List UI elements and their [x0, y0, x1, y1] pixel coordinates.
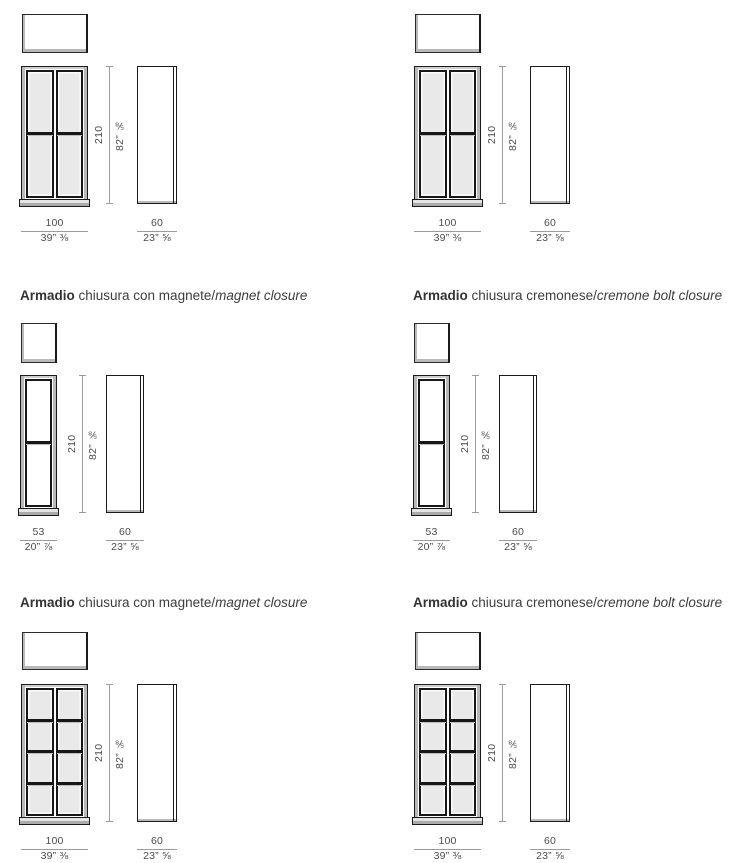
door-rail — [57, 132, 83, 135]
top-view — [21, 323, 57, 363]
caption-magnet-closure — [20, 288, 307, 304]
depth-inch-label: 23” ⅝ — [504, 541, 532, 553]
width-inch-label: 20” ⅞ — [24, 541, 53, 553]
plinth — [19, 199, 90, 207]
plinth — [18, 508, 59, 516]
plinth — [19, 817, 90, 825]
width-dimension — [21, 218, 88, 244]
door-area — [418, 379, 445, 507]
door-area — [26, 70, 83, 198]
top-view — [22, 14, 88, 53]
figure-armadio-2door-4panel-magnet — [20, 626, 220, 863]
door-rail — [57, 750, 83, 753]
height-cm-label: 210 — [66, 434, 78, 454]
wardrobe-door-left — [26, 688, 54, 816]
height-cm-label: 210 — [486, 743, 498, 763]
plinth — [412, 199, 483, 207]
door-rail — [27, 782, 53, 785]
top-view — [22, 632, 88, 670]
depth-inch-label: 23” ⅝ — [143, 232, 171, 244]
wardrobe-door-right — [56, 70, 84, 198]
wardrobe-door — [25, 379, 52, 507]
caption-product-name: Armadio — [413, 595, 468, 610]
side-view — [137, 66, 177, 204]
dim-tick — [106, 684, 113, 685]
depth-cm-label: 60 — [511, 526, 525, 538]
height-cm-label: 210 — [93, 743, 105, 763]
caption-italian-text: chiusura con magnete/ — [74, 595, 216, 610]
height-inch-label: 82” ⅝ — [114, 737, 126, 769]
dim-tick — [499, 821, 506, 822]
side-view — [530, 684, 570, 822]
door-area — [419, 70, 476, 198]
side-view — [530, 66, 570, 204]
top-view — [415, 14, 481, 53]
width-dimension — [20, 527, 57, 553]
side-door-edge — [533, 376, 535, 512]
door-rail — [420, 750, 446, 753]
width-cm-label: 100 — [45, 217, 64, 229]
caption-cremone-closure — [413, 288, 722, 304]
front-view — [414, 66, 481, 200]
door-rail — [57, 782, 83, 785]
figure-armadio-1door-magnet — [20, 317, 220, 569]
dim-tick — [106, 821, 113, 822]
width-cm-label: 53 — [32, 526, 45, 538]
dim-tick — [79, 375, 86, 376]
caption-italian-text: chiusura cremonese/ — [467, 595, 597, 610]
height-cm-label: 210 — [93, 125, 105, 145]
door-rail — [420, 132, 446, 135]
door-rail — [420, 719, 446, 722]
height-inch-label: 82” ⅝ — [507, 119, 519, 151]
wardrobe-door — [418, 379, 445, 507]
dim-tick — [79, 512, 86, 513]
caption-english-text: magnet closure — [215, 288, 308, 303]
door-rail — [57, 719, 83, 722]
dim-tick — [499, 66, 506, 67]
caption-product-name: Armadio — [20, 595, 75, 610]
figure-armadio-2door-2panel-magnet — [20, 8, 220, 260]
door-rail — [27, 719, 53, 722]
caption-english-text: cremone bolt closure — [596, 288, 723, 303]
caption-italian-text: chiusura con magnete/ — [74, 288, 216, 303]
caption-product-name: Armadio — [413, 288, 468, 303]
wardrobe-door-right — [56, 688, 84, 816]
caption-product-name: Armadio — [20, 288, 75, 303]
wardrobe-door-left — [26, 70, 54, 198]
width-inch-label: 39” ⅜ — [433, 850, 462, 862]
depth-cm-label: 60 — [150, 835, 164, 847]
front-view — [20, 375, 57, 509]
dim-tick — [106, 203, 113, 204]
depth-cm-label: 60 — [118, 526, 132, 538]
width-dimension — [414, 836, 481, 862]
height-cm-label: 210 — [459, 434, 471, 454]
front-view — [414, 684, 481, 818]
depth-dimension — [137, 218, 177, 244]
caption-english-text: magnet closure — [215, 595, 308, 610]
depth-dimension — [530, 836, 570, 862]
depth-dimension — [106, 527, 144, 553]
side-view — [499, 375, 537, 513]
width-cm-label: 100 — [438, 217, 457, 229]
dimension-line — [475, 375, 476, 513]
dim-tick — [106, 66, 113, 67]
width-inch-label: 39” ⅜ — [40, 850, 69, 862]
top-view — [414, 323, 450, 363]
door-rail — [420, 782, 446, 785]
plinth — [412, 817, 483, 825]
dimension-line — [502, 684, 503, 822]
dim-tick — [499, 684, 506, 685]
width-cm-label: 100 — [45, 835, 64, 847]
figure-armadio-2door-2panel-cremone — [413, 8, 613, 260]
door-rail — [27, 750, 53, 753]
door-rail — [419, 441, 444, 444]
dimension-line — [109, 684, 110, 822]
depth-dimension — [530, 218, 570, 244]
door-rail — [450, 782, 476, 785]
side-view — [106, 375, 144, 513]
wardrobe-door-left — [419, 70, 447, 198]
depth-inch-label: 23” ⅝ — [536, 232, 564, 244]
height-inch-label: 82” ⅝ — [87, 428, 99, 460]
door-rail — [450, 750, 476, 753]
side-view — [137, 684, 177, 822]
side-door-edge — [140, 376, 142, 512]
depth-inch-label: 23” ⅝ — [143, 850, 171, 862]
front-view — [21, 66, 88, 200]
dim-tick — [499, 203, 506, 204]
width-dimension — [21, 836, 88, 862]
height-inch-label: 82” ⅝ — [480, 428, 492, 460]
front-view — [413, 375, 450, 509]
depth-cm-label: 60 — [543, 835, 557, 847]
width-dimension — [414, 218, 481, 244]
side-door-edge — [173, 67, 175, 203]
door-rail — [26, 441, 51, 444]
door-rail — [450, 132, 476, 135]
width-inch-label: 39” ⅜ — [433, 232, 462, 244]
wardrobe-door-left — [419, 688, 447, 816]
front-view — [21, 684, 88, 818]
depth-inch-label: 23” ⅝ — [111, 541, 139, 553]
height-inch-label: 82” ⅝ — [507, 737, 519, 769]
dim-tick — [472, 375, 479, 376]
height-inch-label: 82” ⅝ — [114, 119, 126, 151]
caption-cremone-closure — [413, 595, 722, 611]
door-area — [26, 688, 83, 816]
width-inch-label: 20” ⅞ — [417, 541, 446, 553]
plinth — [411, 508, 452, 516]
caption-english-text: cremone bolt closure — [596, 595, 723, 610]
wardrobe-door-right — [449, 70, 477, 198]
depth-dimension — [499, 527, 537, 553]
dimension-line — [109, 66, 110, 204]
top-view — [415, 632, 481, 670]
width-inch-label: 39” ⅜ — [40, 232, 69, 244]
dim-tick — [472, 512, 479, 513]
side-door-edge — [173, 685, 175, 821]
width-dimension — [413, 527, 450, 553]
depth-cm-label: 60 — [543, 217, 557, 229]
figure-armadio-1door-cremone — [413, 317, 613, 569]
height-cm-label: 210 — [486, 125, 498, 145]
door-area — [419, 688, 476, 816]
caption-magnet-closure — [20, 595, 307, 611]
door-rail — [450, 719, 476, 722]
door-area — [25, 379, 52, 507]
figure-armadio-2door-4panel-cremone — [413, 626, 613, 863]
dimension-line — [82, 375, 83, 513]
wardrobe-door-right — [449, 688, 477, 816]
depth-inch-label: 23” ⅝ — [536, 850, 564, 862]
depth-dimension — [137, 836, 177, 862]
door-rail — [27, 132, 53, 135]
width-cm-label: 100 — [438, 835, 457, 847]
dimension-line — [502, 66, 503, 204]
width-cm-label: 53 — [425, 526, 438, 538]
caption-italian-text: chiusura cremonese/ — [467, 288, 597, 303]
side-door-edge — [566, 685, 568, 821]
depth-cm-label: 60 — [150, 217, 164, 229]
side-door-edge — [566, 67, 568, 203]
